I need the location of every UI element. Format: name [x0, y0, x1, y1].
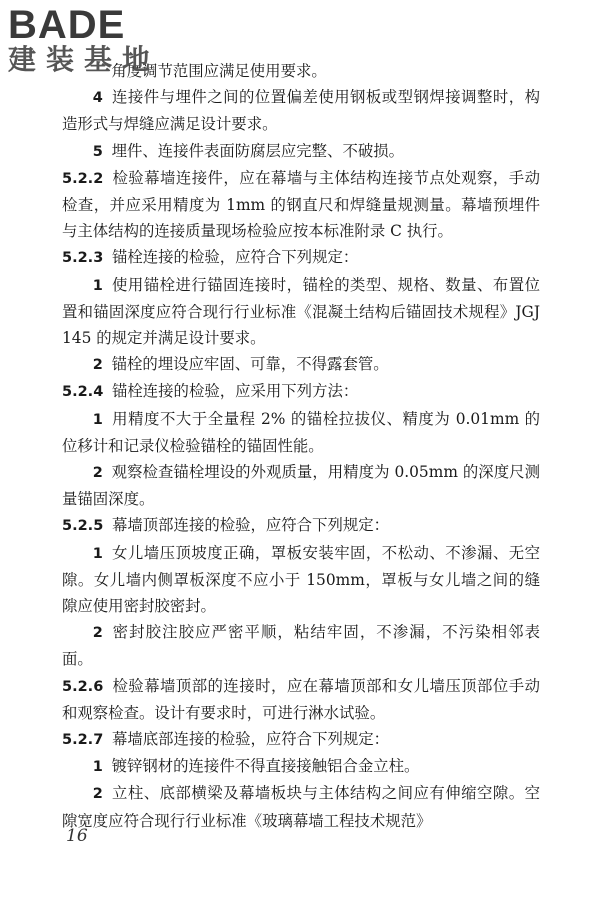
- clause-5-2-5-item-2: [62, 619, 540, 672]
- clause-5-2-4-item-2: [62, 459, 540, 512]
- clause-number: 5.2.6: [62, 678, 104, 695]
- item-number: 1: [92, 545, 103, 562]
- clause-5-2-2: [62, 165, 540, 245]
- clause-5-2-3-item-2: [62, 351, 540, 378]
- clause-5-2-4-item-1: [62, 406, 540, 459]
- item-text: 连接件与埋件之间的位置偏差使用钢板或型钢焊接调整时，构造形式与焊缝应满足设计要求。: [62, 88, 540, 134]
- clause-number: 5.2.3: [62, 250, 104, 267]
- item-number: 2: [92, 625, 103, 642]
- item-text: 镀锌钢材的连接件不得直接接触铝合金立柱。: [111, 757, 420, 776]
- clause-5-2-3: [62, 244, 540, 271]
- item-text: 密封胶注胶应严密平顺，粘结牢固，不渗漏，不污染相邻表面。: [62, 623, 540, 669]
- item-text: 锚栓的埋设应牢固、可靠，不得露套管。: [111, 355, 389, 374]
- item-5: [62, 138, 540, 165]
- item-text: 用精度不大于全量程 2% 的锚栓拉拔仪、精度为 0.01mm 的位移计和记录仪检验锚栓的锚固性能。: [62, 409, 540, 455]
- clause-5-2-5-item-1: [62, 540, 540, 620]
- item-text: 埋件、连接件表面防腐层应完整、不破损。: [111, 141, 405, 160]
- clause-text: 锚栓连接的检验，应采用下列方法：: [111, 382, 359, 401]
- page-number: 16: [66, 826, 88, 846]
- document-body: [62, 58, 540, 834]
- item-number: 1: [92, 411, 103, 428]
- bade-watermark-logo: [8, 2, 160, 76]
- clause-number: 5.2.7: [62, 732, 104, 749]
- item-4: [62, 84, 540, 137]
- clause-5-2-6: [62, 673, 540, 726]
- item-text: 使用锚栓进行锚固连接时，锚栓的类型、规格、数量、布置位置和锚固深度应符合现行行业标准《混凝土结构后锚固技术规程》JGJ 145 的规定并满足设计要求。: [62, 275, 540, 348]
- item-number: 1: [92, 759, 103, 776]
- clause-text: 检验幕墙顶部的连接时，应在幕墙顶部和女儿墙压顶部位手动和观察检查。设计有要求时，可进行淋水试验。: [62, 676, 540, 722]
- item-3-text: 角度调节范围应满足使用要求。: [111, 62, 327, 80]
- watermark-subtitle: 建装基地: [8, 43, 161, 76]
- clause-5-2-5: [62, 512, 540, 539]
- clause-5-2-7: [62, 726, 540, 753]
- item-number: 4: [92, 90, 103, 107]
- item-number: 2: [92, 357, 103, 374]
- clause-text: 锚栓连接的检验，应符合下列规定：: [111, 248, 359, 267]
- clause-number: 5.2.4: [62, 384, 104, 401]
- item-number: 2: [92, 786, 103, 803]
- clause-number: 5.2.5: [62, 518, 104, 535]
- clause-5-2-4: [62, 378, 540, 405]
- clause-text: 幕墙顶部连接的检验，应符合下列规定：: [111, 516, 390, 535]
- item-number: 1: [92, 277, 103, 294]
- watermark-brand: BADE: [8, 3, 126, 47]
- item-text: 立柱、底部横梁及幕墙板块与主体结构之间应有伸缩空隙。空隙宽度应符合现行行业标准《玻璃幕墙工程技术规范》: [62, 784, 540, 830]
- clause-5-2-7-item-2: [62, 780, 540, 833]
- clause-5-2-7-item-1: [62, 753, 540, 780]
- item-number: 5: [92, 143, 103, 160]
- clause-5-2-3-item-1: [62, 272, 540, 352]
- item-number: 2: [92, 465, 103, 482]
- item-text: 女儿墙压顶坡度正确，罩板安装牢固，不松动、不渗漏、无空隙。女儿墙内侧罩板深度不应小于 150mm，罩板与女儿墙之间的缝隙应使用密封胶密封。: [62, 543, 540, 616]
- clause-text: 检验幕墙连接件，应在幕墙与主体结构连接节点处观察，手动检查，并应采用精度为 1mm 的钢直尺和焊缝量规测量。幕墙预埋件与主体结构的连接质量现场检验应按本标准附录 C 执行。: [62, 168, 540, 241]
- clause-text: 幕墙底部连接的检验，应符合下列规定：: [111, 730, 390, 749]
- item-text: 观察检查锚栓埋设的外观质量，用精度为 0.05mm 的深度尺测量锚固深度。: [62, 463, 540, 509]
- clause-number: 5.2.2: [62, 170, 104, 187]
